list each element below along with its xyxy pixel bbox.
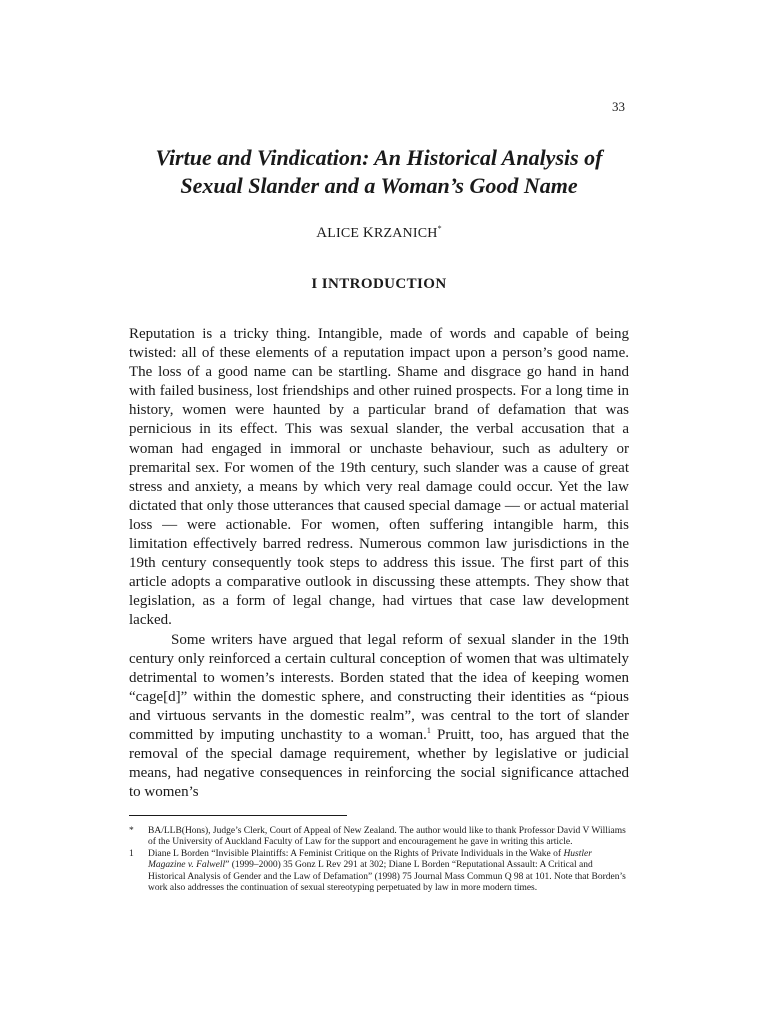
footnote-case-name: Hustler Magazine v. Falwell bbox=[148, 848, 592, 871]
author-first-initial: A bbox=[316, 225, 328, 241]
paragraph-2-text-b: Pruitt, too, has argued that the removal of the special damage requirement, whether by legislative or judicial means, had negative consequences in reinforcing the social significance attached to women’s bbox=[129, 726, 629, 801]
author-name bbox=[129, 224, 629, 242]
footnotes bbox=[129, 826, 629, 894]
footnote-divider bbox=[129, 815, 347, 816]
paragraph-2-text-a: Some writers have argued that legal reform of sexual slander in the 19th century only reinforced a certain cultural conception of women that was ultimately detrimental to women’s interests. Borden stated that the idea of keeping women “cage[d]” within the domestic sphere, and constructing their identities as “pious and virtuous servants in the domestic realm”, was central to the tort of slander committed by imputing unchastity to a woman. bbox=[129, 631, 629, 743]
footnote-author bbox=[129, 826, 629, 849]
section-heading: I INTRODUCTION bbox=[311, 276, 447, 292]
author-last-initial: K bbox=[362, 225, 374, 241]
author-last-rest: RZANICH bbox=[373, 226, 438, 241]
footnote-ref-1: 1 bbox=[426, 725, 431, 735]
footnote-mark: 1 bbox=[129, 848, 134, 859]
footnote-text-a: Diane L Borden “Invisible Plaintiffs: A Feminist Critique on the Rights of Private Individuals in the Wake of bbox=[148, 848, 564, 859]
footnote-text: BA/LLB(Hons), Judge’s Clerk, Court of Appeal of New Zealand. The author would like to thank Professor David V Williams of the University of Auckland Faculty of Law for the support and encouragement he gave in writing this article. bbox=[148, 826, 626, 848]
footnote-1 bbox=[129, 849, 629, 895]
footnote-mark: * bbox=[129, 826, 134, 836]
author-first-rest: LICE bbox=[327, 226, 360, 241]
footnote-text-b: ” (1999–2000) 35 Gonz L Rev 291 at 302; Diane L Borden “Reputational Assault: A Critical and Historical Analysis of Gender and the Law of Defamation” (1998) 75 Journal Mass Commun Q 98 at 101. Note that Borden’s work also addresses the continuation of sexual stereotyping perpetuated by law in more modern times. bbox=[148, 860, 626, 894]
page-number: 33 bbox=[612, 99, 625, 114]
paragraph-2 bbox=[129, 631, 629, 803]
article-title-line-1: Virtue and Vindication: An Historical Analysis of bbox=[155, 145, 603, 170]
author-footnote-mark: * bbox=[437, 224, 442, 233]
body-text bbox=[129, 325, 629, 802]
paragraph-1: Reputation is a tricky thing. Intangible, made of words and capable of being twisted: all of these elements of a reputation impact upon a person’s good name. The loss of a good name can be startling. Shame and disgrace go hand in hand with failed business, lost friendships and other ruined prospects. For a long time in history, women were haunted by a particular brand of defamation that was pernicious in its effect. This was sexual slander, the verbal accusation that a woman had engaged in immoral or unchaste behaviour, such as adultery or premarital sex. For women of the 19th century, such slander was a cause of great stress and anxiety, a means by which very real damage could occur. Yet the law dictated that only those utterances that caused special damage — or actual material loss — were actionable. For women, often suffering intangible harm, this limitation effectively barred redress. Numerous common law jurisdictions in the 19th century consequently took steps to address this issue. The first part of this article adopts a comparative outlook in discussing these attempts. They show that legislation, as a form of legal change, had virtues that case law development lacked. bbox=[129, 326, 629, 629]
article-title-line-2: Sexual Slander and a Woman’s Good Name bbox=[180, 173, 578, 198]
article-title bbox=[129, 144, 629, 200]
footnote-text bbox=[148, 849, 629, 895]
